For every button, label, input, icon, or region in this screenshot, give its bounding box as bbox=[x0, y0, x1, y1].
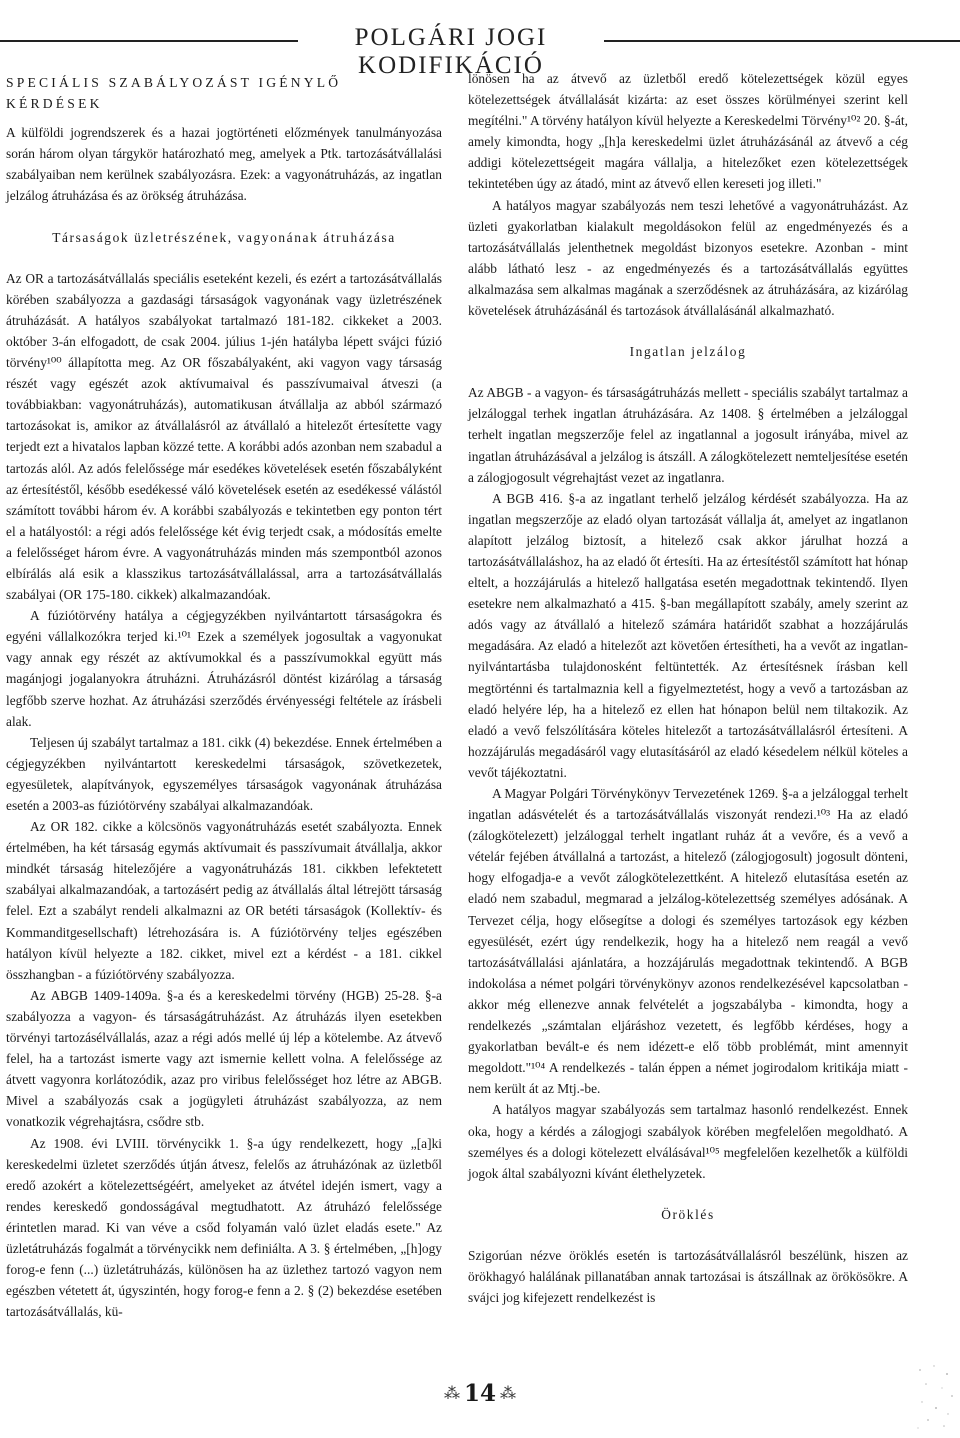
right-column bbox=[468, 68, 908, 1308]
paragraph: A Magyar Polgári Törvénykönyv Tervezetének 1269. §-a a jelzáloggal terhelt ingatlan adásvételét és a tartozásátvállalás viszonyát rendezi.¹⁰³ Ha az eladó (zálogkötelezett) jelzáloggal terhelt ingatlant ruház át a vevőre, és a vevő a vételár fejében átvállalná a tartozást, a hitelező (zálogjogosult) jogosult dönteni, hogy elfogadja-e a vevőt zálogkötelezettként. A hitelező elutasítása esetén az eladó nem szabadul, megmarad a jelzálog-kötelezettség személyes adósának. A Tervezet célja, hogy elősegítse a dologi és személyes tartozások egy kézben egyesülését, ezért úgy rendelkezik, hogy ha a hitelező nem reagál a vevő tartozásátvállalási ajánlatára, a hozzájárulás megadottnak tekintendő. A BGB indokolása a német polgári törvénykönyv azonos rendelkezésével kapcsolatban - akkor még ellenezve annak felvételét a jogszabályba - kimondta, hogy a rendelkezés „számtalan eljáráshoz vezetett, és legfőbb kérdéses, hogy a gyakorlatban bevált-e és nem idézett-e elő több problémát, mint amennyit megoldott."¹⁰⁴ A rendelkezés - talán éppen a német jogirodalom kritikája miatt - nem került át az Mtj.-be. bbox=[468, 786, 908, 1097]
paragraph: Szigorúan nézve öröklés esetén is tartozásátvállalásról beszélünk, hiszen az örökhagyó halálának pillanatában annak tartozásai is átszállnak az örökösökre. A svájci jog kifejezett rendelkezést is bbox=[468, 1247, 908, 1306]
paragraph: Teljesen új szabályt tartalmaz a 181. cikk (4) bekezdése. Ennek értelmében a cégjegyzékben nyilvántartott kereskedelmi társaságok, szövetkezetek, egyesületek, alapítványok, egyszemélyes társaságok vagyonának átruházása esetén a 2003-as fúziótörvény szabályai alkalmazandóak. bbox=[6, 734, 442, 813]
paragraph: Az 1908. évi LVIII. törvénycikk 1. §-a úgy rendelkezett, hogy „[a]ki kereskedelmi üzletet szerződés útján átvesz, felelős az átruházónak az üzletből eredő azokért a kötelezettségéért, amelyeket az átvétel idején ismert, vagy a rendes kereskedő gondosságával megtudhatott. Az átruházó felelőssége érintetlen marad. Ki van véve a csőd folyamán való üzlet eladás esete." Az üzletátruházás fogalmát a törvénycikk nem definiálta. A 3. § értelmében, „[h]ogy forog-e fenn (...) üzletátruházás, különösen ha az üzlethez tartozó vagyon nem egészben vétetett át, úgyszintén, hogy forog-e fenn a 2. § (2) bekezdése esetében tartozásátvállalás, kü- bbox=[6, 1135, 442, 1320]
paragraph: A BGB 416. §-a az ingatlant terhelő jelzálog kérdését szabályozza. Ha az ingatlan megszerzője az eladó olyan tartozását vállalja át, amelyet az ingatlanon alapított jelzálog biztosít, a hitelező csak akkor járulhat hozzá a tartozásátvállaláshoz, ha az eladó őt értesíti. Ha az értesítéstől számított hat hónap eltelt, a hozzájárulás a hitelező hallgatása esetén megadottnak tekintendő. Ilyen esetekre nem alkalmazható a 415. §-ban megállapított szabály, amely szerint az adós vagy az átvállaló a hitelező számára határidőt szabhat a hozzájárulás megadására. Az eladó a hitelezőt azt követően értesítheti, ha a vevőt az ingatlan-nyilvántartásba tulajdonosként feltüntették. Az értesítésnek írásban kell megtörténni és tartalmaznia kell a figyelmeztetést, hogy a vevő a tartozásban az eladó helyére lép, ha a hitelező ez ellen hat hónapon belül nem tiltakozik. Az eladó a vevő felszólítására köteles hitelezőt a tartozásátvállalásról értesíteni. A hozzájárulás megadásáról vagy elutasításáról az eladó késedelem nélkül köteles a vevőt tájékoztatni. bbox=[468, 490, 908, 780]
page-footer bbox=[380, 1380, 580, 1416]
section-title: SPECIÁLIS SZABÁLYOZÁST IGÉNYLŐ KÉRDÉSEK bbox=[6, 75, 342, 112]
subheading-mortgage: Ingatlan jelzálog bbox=[629, 344, 747, 360]
paragraph: Az OR 182. cikke a kölcsönös vagyonátruházás esetét szabályozta. Ennek értelmében, ha két társaság egymás aktívumait és passzívumait átvállalja, akkor mindkét társaság hitelezőjére a vagyonátruházás 181. cikkben lefektetett szabályai alkalmazandóak, a tartozásért pedig az átvállalás által létrejött társaság felel. Ezt a szabályt rendeli alkalmazni az OR betéti társaságok (Kollektív- és Kommanditgesellschaft) létrehozására is. A fúziótörvény teljes egészében hatályon kívül helyezte a 182. cikket, mivel ezt a kérdést - a 181. cikkel összhangban - a fúziótörvény szabályozza. bbox=[6, 819, 442, 982]
paragraph: A fúziótörvény hatálya a cégjegyzékben nyilvántartott társaságokra és egyéni vállalkozókra terjed ki.¹⁰¹ Ezek a személyek jogosultak a vagyonukat vagy annak egy részét az aktívumokkal és a passzívumokkal együtt más magánjogi jogalanyokra átruházni. Átruházásról döntést kizárólag a társaság legfőbb szerve hozhat. Az átruházási szerződés érvényességi feltétele az írásbeli alak. bbox=[6, 608, 442, 729]
paragraph: Az ABGB 1409-1409a. §-a és a kereskedelmi törvény (HGB) 25-28. §-a szabályozza a vagyon- és társaságátruházást. Az átruházás ilyen esetekben törvényi tartozásélvállalás, azaz a régi adós mellé új lép a kötelembe. Az átvevő felel, ha a tartozást ismerte vagy azt ismernie kellett volna. A felelőssége az átvett vagyonra korlátozódik, azaz pro viribus felelősséget hoz létre az ABGB. Mivel a szabályozás csak a jogügyleti átruházást szabályozza, az nem vonatkozik végrehajtásra, csődre stb. bbox=[6, 987, 442, 1130]
left-column bbox=[6, 68, 442, 1322]
scan-noise-decoration bbox=[914, 1362, 956, 1432]
header-rule-left bbox=[0, 40, 298, 42]
intro-paragraph: A külföldi jogrendszerek és a hazai jogtörténeti előzmények tanulmányozása során három olyan tárgykör határozható meg, amelyek a Ptk. tartozásátvállalási szabályaiban nem kerülnek szabályozásra. Ezek: a vagyonátruházás, az ingatlan jelzálog átruházása és az örökség átruházása. bbox=[6, 125, 442, 204]
ornament-left-icon: ⁂ bbox=[443, 1385, 460, 1403]
header-rule-right bbox=[604, 40, 960, 42]
running-header bbox=[0, 22, 960, 79]
journal-title: POLGÁRI JOGI KODIFIKÁCIÓ bbox=[354, 24, 548, 79]
paragraph: A hatályos magyar szabályozás sem tartalmaz hasonló rendelkezést. Ennek oka, hogy a kérdés a zálogjogi szabályok körében megfelelően megoldható. A személyes és a dologi kötelezett elválásával¹⁰⁵ megfelelően kezelhetők a külföldi jogok által szabályozni kívánt élethelyzetek. bbox=[468, 1102, 908, 1181]
paragraph: Az OR a tartozásátvállalás speciális eseteként kezeli, és ezért a tartozásátvállalás körében szabályozza a gazdasági társaságok vagyonának vagy üzletrészének átruházását. A hatályos szabályokat tartalmazó 181-182. cikkeket a 2003. október 3-án elfogadott, de csak 2004. július 1-jén hatályba lépett svájci fúzió törvény¹⁰⁰ állapította meg. Az OR főszabályaként, aki vagyon vagy társaság részét vagy egészét azok aktívumaival és passzívumaival átveszi (a továbbiakban: vagyonátruházás), automatikusan átvállalja az abból származó tartozásokat is, amikor az átvállalásról az átvállaló a hitelezőt értesítette vagy terjedt ezt a hivatalos lapban közzé tette. A korábbi adós azonban nem szabadul a tartozás alól. Az adós felelőssége már esedékes követelések esetén főszabályként az értesítéstől, később esedékessé váló követelések esetén az esedékessé válástól számított további három év. A korábbi szabályozás e tekintetben egy ponton tért el a hatályostól: a régi adós felelőssége két évig terjedt csak, a módosítás emelte a felelősséget három évre. A vagyonátruházás minden más szempontból azonos elbírálás alá esik a klasszikus tartozásátvállalással, arra a tartozásátvállalás szabályai (OR 175-180. cikkek) alkalmazandóak. bbox=[6, 270, 442, 603]
subheading-companies: Társaságok üzletrészének, vagyonának átruházása bbox=[52, 229, 396, 245]
page-number: 14 bbox=[463, 1380, 496, 1407]
paragraph: A hatályos magyar szabályozás nem teszi lehetővé a vagyonátruházást. Az üzleti gyakorlatban kialakult megoldásokon felül az engedményezés és a tartozásátvállalás jelenthetnek megoldást bizonyos esetekre. Azonban - mint alább látható lesz - az engedményezés és a tartozásátvállalás együttes alkalmazása sem alkalmas magának a szerződésnek az átruházására, az kizárólag követelések átruházásánál és tartozások átvállalásánál alkalmazható. bbox=[468, 197, 908, 319]
subheading-inheritance: Öröklés bbox=[661, 1206, 715, 1222]
paragraph: lönösen ha az átvevő az üzletből eredő kötelezettségek közül egyes kötelezettségek átvállalását kizárta: az eset összes körülményei szerint kell megítélni." A törvény hatályon kívül helyezte a Kereskedelmi Törvény¹⁰² 20. §-át, amely kimondta, hogy „[h]a kereskedelmi üzlet átruházásánál az átvevő a cég addigi kötelezettségeit magára vállalja, a hitelezőket ezen kötelezettségek tekintetében úgy az átadó, mint az átvevő ellen kereseti jog illeti." bbox=[468, 71, 908, 192]
ornament-right-icon: ⁂ bbox=[500, 1385, 516, 1403]
paragraph: Az ABGB - a vagyon- és társaságátruházás mellett - speciális szabályt tartalmaz a jelzáloggal terhek ingatlan átruházására. Az 1408. § értelmében a jelzáloggal terhelt ingatlan megszerzője felel az ingatlannal a jogosult irányába, mivel az ingatlan átruházásával a jelzálog is átszáll. A zálogkötelezett nemteljesítése esetén a zálogjogosult végrehajtást vezet az ingatlanra. bbox=[468, 385, 908, 485]
